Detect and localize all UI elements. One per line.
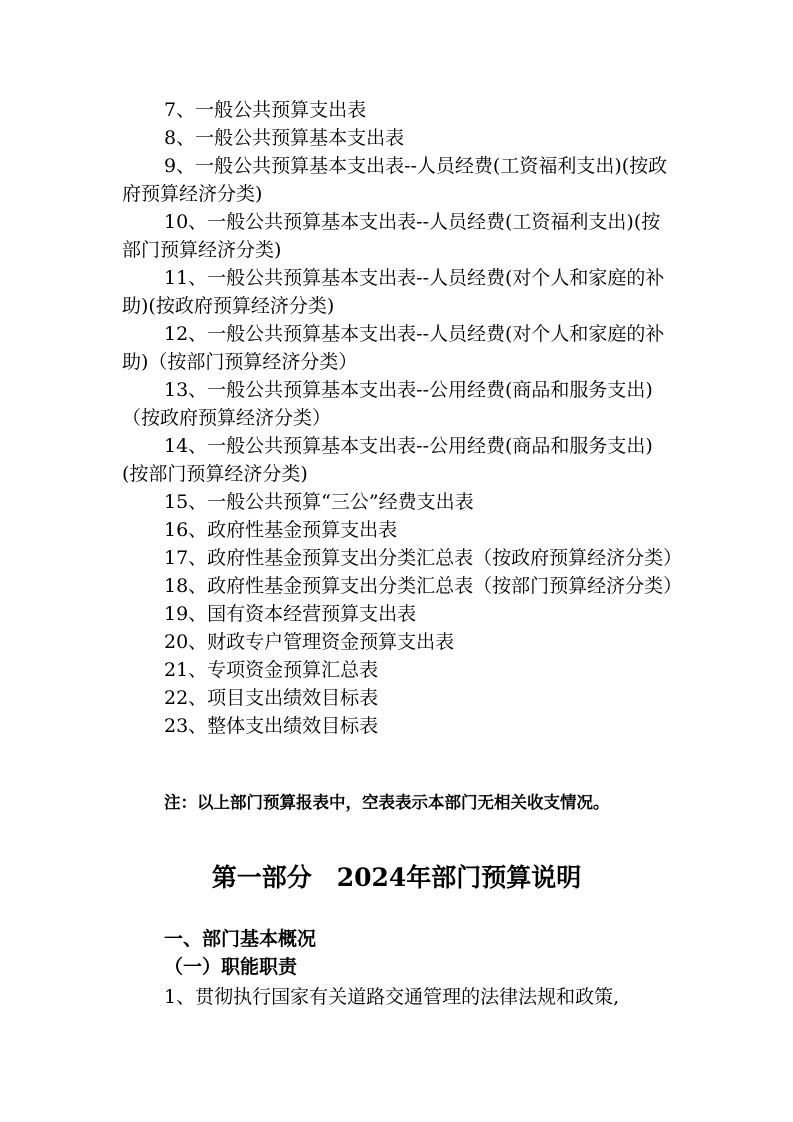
list-item: 16、政府性基金预算支出表 bbox=[164, 519, 398, 541]
table-note: 注：以上部门预算报表中，空表表示本部门无相关收支情况。 bbox=[164, 793, 610, 812]
budget-table-list bbox=[122, 96, 683, 740]
body-paragraph: 1、贯彻执行国家有关道路交通管理的法律法规和政策, bbox=[164, 986, 620, 1008]
list-item: 13、一般公共预算基本支出表--公用经费(商品和服务支出)（按政府预算经济分类） bbox=[122, 379, 653, 429]
part-title: 第一部分 2024年部门预算说明 bbox=[211, 863, 582, 892]
list-item: 21、专项资金预算汇总表 bbox=[164, 659, 379, 681]
list-item: 14、一般公共预算基本支出表--公用经费(商品和服务支出)(按部门预算经济分类) bbox=[122, 435, 653, 485]
list-item: 12、一般公共预算基本支出表--人员经费(对个人和家庭的补助)（按部门预算经济分类） bbox=[122, 323, 665, 373]
list-item: 23、整体支出绩效目标表 bbox=[164, 715, 379, 737]
list-item: 10、一般公共预算基本支出表--人员经费(工资福利支出)(按部门预算经济分类) bbox=[122, 211, 661, 261]
subsection-heading: （一）职能职责 bbox=[164, 956, 298, 978]
list-item: 19、国有资本经营预算支出表 bbox=[164, 603, 417, 625]
list-item: 7、一般公共预算支出表 bbox=[164, 99, 367, 121]
list-item: 9、一般公共预算基本支出表--人员经费(工资福利支出)(按政府预算经济分类) bbox=[122, 155, 668, 205]
list-item: 17、政府性基金预算支出分类汇总表（按政府预算经济分类） bbox=[164, 547, 683, 569]
list-item: 11、一般公共预算基本支出表--人员经费(对个人和家庭的补助)(按政府预算经济分类) bbox=[122, 267, 665, 317]
section-heading: 一、部门基本概况 bbox=[164, 928, 317, 950]
list-item: 15、一般公共预算“三公”经费支出表 bbox=[164, 491, 474, 513]
list-item: 22、项目支出绩效目标表 bbox=[164, 687, 379, 709]
list-item: 20、财政专户管理资金预算支出表 bbox=[164, 631, 455, 653]
list-item: 8、一般公共预算基本支出表 bbox=[164, 127, 405, 149]
list-item: 18、政府性基金预算支出分类汇总表（按部门预算经济分类） bbox=[164, 575, 683, 597]
